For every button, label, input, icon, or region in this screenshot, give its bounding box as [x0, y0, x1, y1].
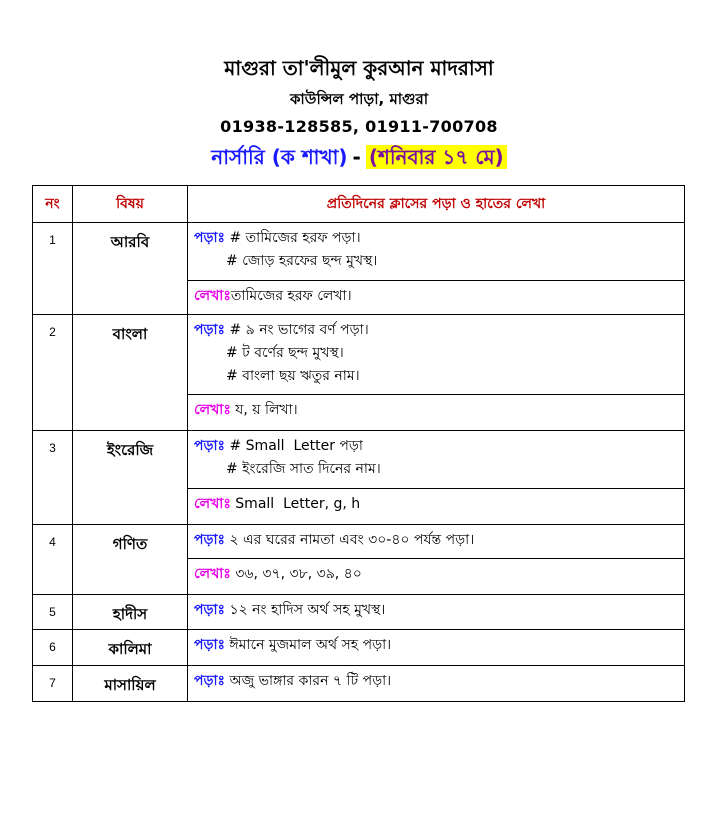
header-task: প্রতিদিনের ক্লাসের পড়া ও হাতের লেখা — [188, 186, 685, 223]
write-label: লেখাঃ — [194, 288, 231, 304]
row-subject: আরবি — [73, 223, 188, 315]
read-cell — [188, 525, 685, 559]
row-subject: হাদীস — [73, 595, 188, 630]
row-number: 5 — [33, 595, 73, 630]
row-subject: গণিত — [73, 525, 188, 595]
write-cell — [188, 559, 685, 595]
routine-table — [32, 185, 685, 702]
write-label: লেখাঃ — [194, 402, 231, 418]
write-label: লেখাঃ — [194, 566, 231, 582]
table-row — [33, 630, 685, 666]
row-subject: বাংলা — [73, 315, 188, 431]
read-text: # বাংলা ছয় ঋতুর নাম। — [226, 368, 360, 384]
read-text: # ৯ নং ভাগের বর্ণ পড়া। — [229, 322, 369, 338]
header-subject: বিষয় — [73, 186, 188, 223]
read-label: পড়াঃ — [194, 532, 226, 548]
table-row — [33, 595, 685, 630]
write-text: Small Letter, g, h — [235, 496, 361, 512]
read-cell — [188, 595, 685, 630]
read-label: পড়াঃ — [194, 602, 226, 618]
madrasa-address: কাউন্সিল পাড়া, মাগুরা — [289, 90, 429, 108]
read-text: ঈমানে মুজমাল অর্থ সহ পড়া। — [229, 637, 392, 653]
row-number: 1 — [33, 223, 73, 315]
class-day: (শনিবার ১৭ মে) — [366, 145, 507, 169]
write-cell — [188, 281, 685, 315]
read-text: অজু ভাঙ্গার কারন ৭ টি পড়া। — [229, 673, 392, 689]
read-text: # তামিজের হরফ পড়া। — [229, 230, 361, 246]
table-row — [33, 223, 685, 281]
row-number: 4 — [33, 525, 73, 595]
class-name: নার্সারি (ক শাখা) — [211, 145, 348, 169]
read-cell — [188, 666, 685, 702]
header-no: নং — [33, 186, 73, 223]
document-header — [0, 54, 718, 171]
row-subject: কালিমা — [73, 630, 188, 666]
madrasa-phones: 01938-128585, 01911-700708 — [220, 117, 498, 136]
table-row — [33, 525, 685, 559]
table-row — [33, 431, 685, 489]
row-number: 6 — [33, 630, 73, 666]
read-label: পড়াঃ — [194, 438, 226, 454]
read-cell — [188, 223, 685, 281]
read-text: # Small Letter পড়া — [229, 438, 363, 454]
write-text: য, য় লিখা। — [235, 402, 298, 418]
row-number: 2 — [33, 315, 73, 431]
madrasa-title: মাগুরা তা'লীমুল কুরআন মাদরাসা — [224, 56, 494, 80]
read-cell — [188, 630, 685, 666]
read-text: ১২ নং হাদিস অর্থ সহ মুখস্থ। — [229, 602, 386, 618]
heading-dash: - — [352, 145, 361, 169]
read-cell — [188, 431, 685, 489]
write-cell — [188, 489, 685, 525]
write-cell — [188, 395, 685, 431]
read-cell — [188, 315, 685, 395]
read-text: # জোড় হরফের ছন্দ মুখস্থ। — [226, 253, 378, 269]
row-subject: ইংরেজি — [73, 431, 188, 525]
table-row — [33, 315, 685, 395]
read-label: পড়াঃ — [194, 230, 226, 246]
table-row — [33, 666, 685, 702]
row-number: 7 — [33, 666, 73, 702]
row-number: 3 — [33, 431, 73, 525]
write-label: লেখাঃ — [194, 496, 231, 512]
read-text: ২ এর ঘরের নামতা এবং ৩০-৪০ পর্যন্ত পড়া। — [229, 532, 475, 548]
table-header-row — [33, 186, 685, 223]
read-label: পড়াঃ — [194, 322, 226, 338]
row-subject: মাসায়িল — [73, 666, 188, 702]
read-label: পড়াঃ — [194, 637, 226, 653]
write-text: তামিজের হরফ লেখা। — [230, 288, 352, 304]
read-text: # ইংরেজি সাত দিনের নাম। — [226, 461, 381, 477]
write-text: ৩৬, ৩৭, ৩৮, ৩৯, ৪০ — [235, 566, 362, 582]
read-label: পড়াঃ — [194, 673, 226, 689]
class-heading — [0, 143, 718, 171]
read-text: # ট বর্ণের ছন্দ মুখস্থ। — [226, 345, 344, 361]
